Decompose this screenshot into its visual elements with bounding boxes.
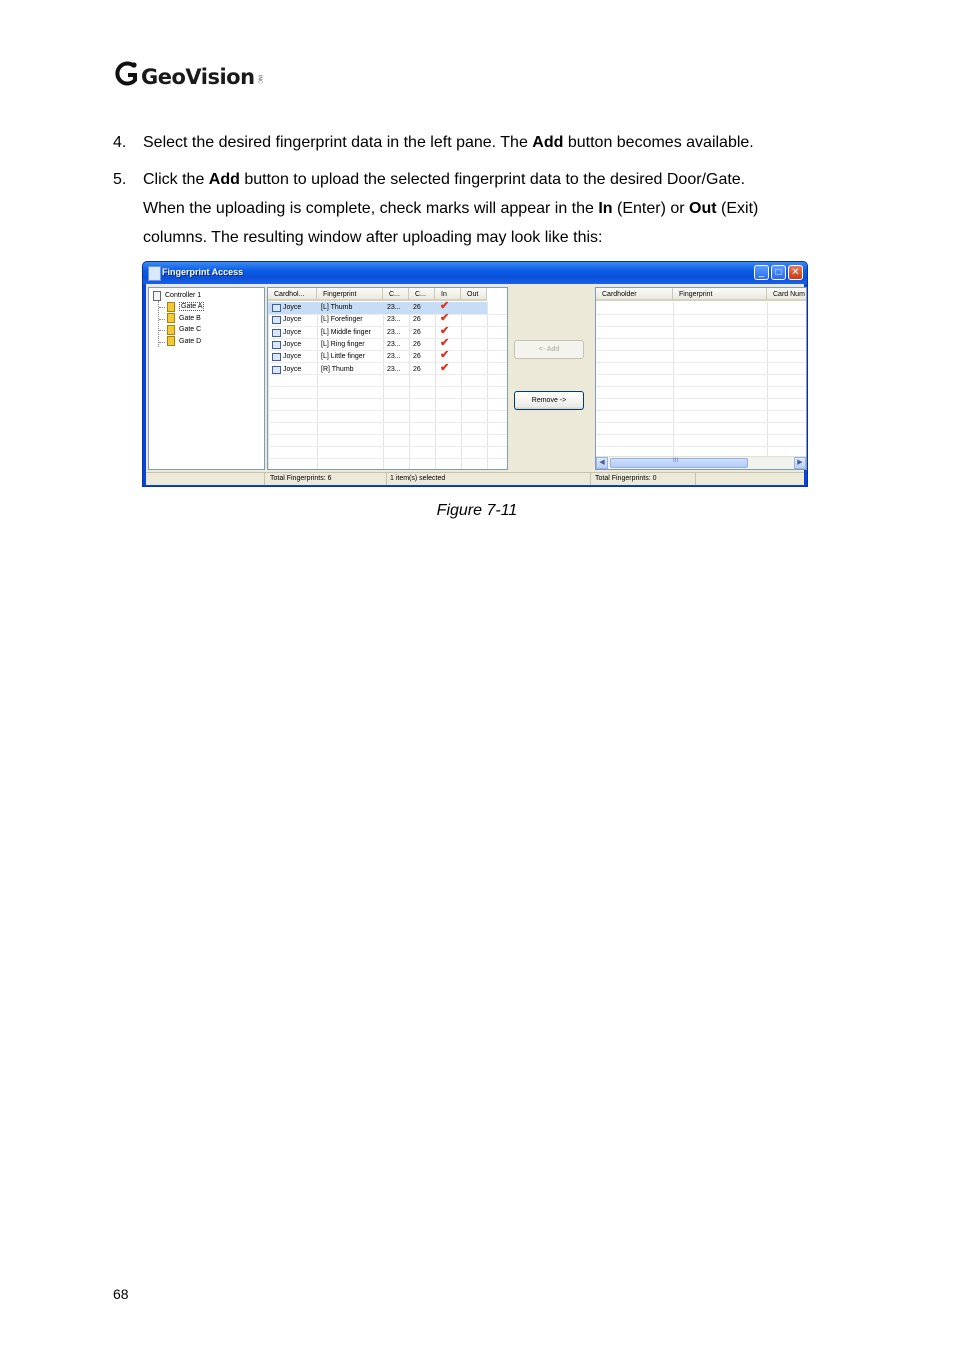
table-cell: 23... bbox=[387, 304, 401, 311]
remove-button[interactable]: Remove -> bbox=[514, 391, 584, 410]
table-row[interactable] bbox=[268, 314, 487, 326]
horizontal-scrollbar[interactable] bbox=[596, 456, 806, 469]
tree-node-label: Gate A bbox=[181, 303, 203, 310]
bold-term: Out bbox=[689, 200, 717, 217]
grid-line bbox=[596, 410, 806, 411]
table-cell: Joyce bbox=[283, 365, 302, 373]
status-right-total: Total Fingerprints: 0 bbox=[595, 473, 696, 485]
controller-tree[interactable] bbox=[148, 287, 265, 470]
card-icon bbox=[272, 304, 281, 312]
tree-node-label: Controller 1 bbox=[165, 292, 202, 299]
table-cell: Joyce bbox=[283, 353, 302, 361]
brand-name: GeoVision bbox=[141, 65, 255, 89]
grid-line bbox=[596, 386, 806, 387]
tree-connector bbox=[159, 319, 165, 320]
tree-node-gate[interactable] bbox=[167, 301, 204, 312]
page-number: 68 bbox=[113, 1286, 129, 1302]
table-cell: 26 bbox=[413, 316, 421, 324]
card-icon bbox=[272, 341, 281, 349]
tree-node-gate[interactable] bbox=[167, 324, 201, 335]
in-check-icon: ✔ bbox=[440, 336, 450, 349]
controller-icon bbox=[153, 291, 161, 301]
table-cell: 26 bbox=[413, 304, 421, 311]
table-row[interactable] bbox=[268, 302, 487, 314]
geovision-logo bbox=[115, 56, 263, 92]
uploaded-fingerprint-list[interactable] bbox=[595, 287, 807, 470]
step-text bbox=[143, 128, 833, 157]
table-cell: Joyce bbox=[283, 304, 302, 311]
tree-node-label: Gate D bbox=[179, 337, 202, 345]
grid-line bbox=[596, 350, 806, 351]
table-cell: 23... bbox=[387, 340, 401, 348]
table-cell: 26 bbox=[413, 365, 421, 373]
tree-node-label: Gate B bbox=[179, 314, 201, 322]
grid-line bbox=[596, 398, 806, 399]
tree-node-label: Gate C bbox=[179, 326, 202, 333]
text-line: Click the Add button to upload the selected fingerprint data to the desired Door/Gate. bbox=[143, 171, 746, 188]
table-row[interactable] bbox=[268, 361, 487, 376]
window-title: Fingerprint Access bbox=[162, 267, 244, 277]
tree-connector bbox=[159, 342, 165, 343]
card-icon bbox=[272, 316, 281, 324]
table-cell: Joyce bbox=[283, 316, 302, 324]
text-line: When the uploading is complete, check marks will appear in the In (Enter) or Out (Exit) bbox=[143, 200, 759, 217]
text-line: columns. The resulting window after uploading may look like this: bbox=[143, 229, 603, 246]
grid-line bbox=[268, 398, 507, 399]
grid-line bbox=[268, 386, 507, 387]
table-row[interactable] bbox=[268, 324, 487, 339]
bold-term: Add bbox=[532, 134, 564, 151]
status-selected: 1 item(s) selected bbox=[390, 473, 591, 485]
grid-line bbox=[268, 434, 507, 435]
status-bar bbox=[146, 472, 804, 485]
step-text bbox=[143, 165, 833, 252]
bold-term: Add bbox=[208, 171, 240, 188]
table-cell: Joyce bbox=[283, 340, 302, 348]
tree-node-controller[interactable] bbox=[153, 290, 201, 301]
brand-mark: INC bbox=[256, 74, 263, 84]
grid-line bbox=[596, 362, 806, 363]
column-header[interactable]: Out bbox=[461, 288, 487, 301]
in-check-icon: ✔ bbox=[440, 361, 450, 374]
gate-door-icon bbox=[167, 302, 175, 312]
table-row[interactable] bbox=[268, 351, 487, 363]
figure-caption: Figure 7-11 bbox=[436, 502, 518, 519]
step-number: 4. bbox=[113, 134, 127, 151]
column-header[interactable]: C... bbox=[409, 288, 435, 301]
grid-line bbox=[596, 422, 806, 423]
column-header[interactable]: Fingerprint bbox=[673, 288, 767, 301]
maximize-button[interactable]: □ bbox=[771, 265, 786, 280]
table-cell: 23... bbox=[387, 353, 401, 361]
table-cell: 26 bbox=[413, 340, 421, 348]
close-button[interactable]: ✕ bbox=[788, 265, 803, 280]
add-button[interactable]: <- Add bbox=[514, 340, 584, 359]
column-header[interactable]: Card Num bbox=[767, 288, 807, 301]
table-cell: [L] Little finger bbox=[321, 353, 365, 361]
minimize-button[interactable]: _ bbox=[754, 265, 769, 280]
tree-connector bbox=[159, 330, 165, 331]
column-header[interactable]: In bbox=[435, 288, 461, 301]
step-number: 5. bbox=[113, 171, 127, 188]
table-cell: 23... bbox=[387, 316, 401, 324]
in-check-icon: ✔ bbox=[440, 300, 450, 312]
geovision-swirl-icon bbox=[115, 61, 139, 87]
scroll-thumb-grip: III bbox=[673, 458, 679, 464]
window-client bbox=[146, 284, 804, 484]
step-4 bbox=[113, 128, 833, 157]
grid-line bbox=[596, 338, 806, 339]
grid-line bbox=[596, 326, 806, 327]
table-cell: 23... bbox=[387, 365, 401, 373]
column-header[interactable]: C... bbox=[383, 288, 409, 301]
scroll-left-icon[interactable]: ◀ bbox=[596, 457, 608, 469]
bold-term: In bbox=[598, 200, 613, 217]
grid-line bbox=[596, 446, 806, 447]
in-check-icon: ✔ bbox=[440, 349, 450, 362]
table-cell: [L] Forefinger bbox=[321, 316, 363, 324]
card-icon bbox=[272, 329, 281, 337]
table-cell: 26 bbox=[413, 353, 421, 361]
grid-line bbox=[596, 314, 806, 315]
text-line: Select the desired fingerprint data in the left pane. The Add button becomes available. bbox=[143, 134, 754, 151]
in-check-icon: ✔ bbox=[440, 312, 450, 325]
in-check-icon: ✔ bbox=[440, 324, 450, 337]
card-icon bbox=[272, 353, 281, 361]
card-icon bbox=[272, 366, 281, 374]
table-cell: [R] Thumb bbox=[321, 365, 354, 373]
scroll-right-icon[interactable]: ▶ bbox=[794, 457, 806, 469]
table-cell: [L] Middle finger bbox=[321, 328, 371, 336]
gate-door-icon bbox=[167, 325, 175, 335]
status-left-total: Total Fingerprints: 6 bbox=[270, 473, 387, 485]
table-row[interactable] bbox=[268, 336, 487, 351]
grid-line bbox=[596, 374, 806, 375]
table-cell: [L] Ring finger bbox=[321, 340, 365, 348]
table-cell: [L] Thumb bbox=[321, 304, 353, 311]
column-header[interactable]: Cardholder bbox=[596, 288, 673, 301]
fingerprint-list[interactable] bbox=[267, 287, 508, 470]
table-cell: 26 bbox=[413, 328, 421, 336]
grid-line bbox=[596, 434, 806, 435]
gate-door-icon bbox=[167, 313, 175, 323]
window-app-icon bbox=[148, 266, 161, 281]
scroll-thumb[interactable] bbox=[610, 458, 748, 468]
tree-node-gate[interactable] bbox=[167, 336, 201, 347]
grid-line bbox=[268, 458, 507, 459]
step-5 bbox=[113, 165, 833, 252]
fingerprint-access-window bbox=[142, 261, 808, 487]
grid-line bbox=[268, 410, 507, 411]
table-cell: Joyce bbox=[283, 328, 302, 336]
gate-door-icon bbox=[167, 336, 175, 346]
column-header[interactable]: Fingerprint bbox=[317, 288, 383, 301]
tree-connector bbox=[159, 307, 165, 308]
table-cell: 23... bbox=[387, 328, 401, 336]
tree-node-gate[interactable] bbox=[167, 313, 201, 324]
title-bar[interactable] bbox=[143, 262, 807, 284]
column-header[interactable]: Cardhol... bbox=[268, 288, 317, 301]
grid-line bbox=[268, 446, 507, 447]
grid-line bbox=[268, 422, 507, 423]
